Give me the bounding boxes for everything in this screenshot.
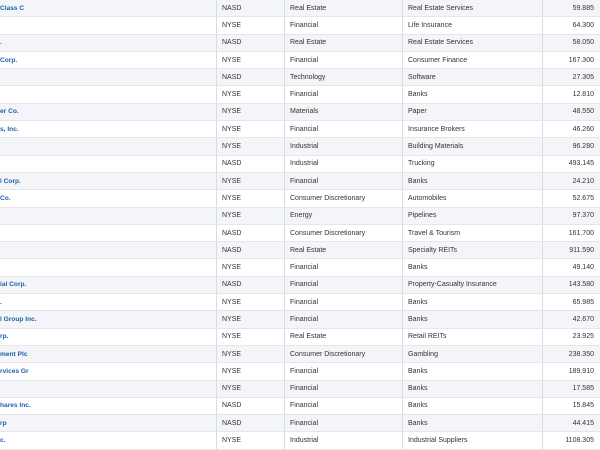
- industry-cell: [402, 173, 542, 189]
- sector-cell-text: Financial: [290, 21, 319, 29]
- exchange-cell: [216, 86, 284, 102]
- table-row[interactable]: [0, 346, 600, 363]
- table-row[interactable]: [0, 104, 600, 121]
- price-cell-text: 23.925: [572, 333, 594, 341]
- sector-cell-text: Real Estate: [290, 39, 327, 47]
- sector-cell: [284, 381, 402, 397]
- exchange-cell: [216, 190, 284, 206]
- industry-cell: [402, 35, 542, 51]
- price-cell-text: 58.050: [572, 39, 594, 47]
- exchange-cell: [216, 156, 284, 172]
- sector-cell-text: Financial: [290, 419, 319, 427]
- price-cell: [542, 259, 600, 275]
- sector-cell-text: Technology: [290, 73, 326, 81]
- industry-cell-text: Banks: [408, 419, 428, 427]
- company-name-cell: [0, 69, 216, 85]
- sector-cell-text: Financial: [290, 177, 319, 185]
- industry-cell: [402, 69, 542, 85]
- price-cell: [542, 69, 600, 85]
- sector-cell: [284, 69, 402, 85]
- exchange-cell-text: NYSE: [222, 194, 242, 202]
- company-name-cell: [0, 52, 216, 68]
- industry-cell: [402, 208, 542, 224]
- company-name-cell-text[interactable]: rp: [0, 419, 7, 427]
- price-cell-text: 65.985: [572, 298, 594, 306]
- company-name-cell: [0, 121, 216, 137]
- table-row[interactable]: [0, 208, 600, 225]
- table-row[interactable]: [0, 294, 600, 311]
- price-cell: [542, 35, 600, 51]
- industry-cell-text: Pipelines: [408, 212, 437, 220]
- exchange-cell: [216, 381, 284, 397]
- exchange-cell-text: NYSE: [222, 264, 242, 272]
- sector-cell-text: Financial: [290, 264, 319, 272]
- price-cell-text: 52.675: [572, 194, 594, 202]
- price-cell-text: 48.550: [572, 108, 594, 116]
- exchange-cell-text: NYSE: [222, 143, 242, 151]
- company-name-cell: [0, 311, 216, 327]
- exchange-cell-text: NYSE: [222, 437, 242, 445]
- table-row[interactable]: [0, 173, 600, 190]
- sector-cell: [284, 35, 402, 51]
- table-row[interactable]: [0, 381, 600, 398]
- exchange-cell-text: NYSE: [222, 125, 242, 133]
- sector-cell: [284, 415, 402, 431]
- industry-cell: [402, 259, 542, 275]
- table-row[interactable]: [0, 17, 600, 34]
- exchange-cell: [216, 173, 284, 189]
- industry-cell: [402, 190, 542, 206]
- exchange-cell-text: NASD: [222, 402, 242, 410]
- exchange-cell: [216, 346, 284, 362]
- company-name-cell-text[interactable]: hares Inc.: [0, 402, 31, 410]
- sector-cell: [284, 86, 402, 102]
- sector-cell: [284, 363, 402, 379]
- industry-cell-text: Software: [408, 73, 436, 81]
- price-cell: [542, 225, 600, 241]
- price-cell: [542, 346, 600, 362]
- table-row[interactable]: [0, 86, 600, 103]
- exchange-cell: [216, 242, 284, 258]
- company-name-cell-text[interactable]: Co.: [0, 194, 11, 202]
- sector-cell: [284, 121, 402, 137]
- industry-cell-text: Real Estate Services: [408, 39, 473, 47]
- industry-cell-text: Industrial Suppliers: [408, 437, 468, 445]
- table-row[interactable]: [0, 35, 600, 52]
- price-cell-text: 24.210: [572, 177, 594, 185]
- sector-cell-text: Real Estate: [290, 246, 327, 254]
- exchange-cell-text: NYSE: [222, 177, 242, 185]
- industry-cell-text: Banks: [408, 315, 428, 323]
- company-name-cell-text[interactable]: s, Inc.: [0, 125, 19, 133]
- industry-cell: [402, 0, 542, 16]
- company-name-cell-text[interactable]: l Group Inc.: [0, 315, 37, 323]
- industry-cell: [402, 104, 542, 120]
- industry-cell: [402, 138, 542, 154]
- industry-cell-text: Banks: [408, 402, 428, 410]
- sector-cell-text: Real Estate: [290, 333, 327, 341]
- sector-cell: [284, 329, 402, 345]
- price-cell: [542, 190, 600, 206]
- company-name-cell-text[interactable]: .: [0, 298, 2, 306]
- industry-cell-text: Banks: [408, 177, 428, 185]
- company-name-cell-text[interactable]: Class C: [0, 4, 25, 12]
- company-name-cell-text[interactable]: ial Corp.: [0, 281, 27, 289]
- company-name-cell: [0, 363, 216, 379]
- sector-cell-text: Financial: [290, 125, 319, 133]
- sector-cell: [284, 432, 402, 448]
- company-name-cell: [0, 35, 216, 51]
- sector-cell-text: Real Estate: [290, 4, 327, 12]
- exchange-cell-text: NASD: [222, 229, 242, 237]
- sector-cell: [284, 294, 402, 310]
- industry-cell: [402, 415, 542, 431]
- price-cell: [542, 17, 600, 33]
- industry-cell: [402, 381, 542, 397]
- sector-cell-text: Energy: [290, 212, 313, 220]
- table-row[interactable]: [0, 0, 600, 17]
- sector-cell: [284, 104, 402, 120]
- sector-cell-text: Financial: [290, 56, 319, 64]
- exchange-cell: [216, 277, 284, 293]
- exchange-cell-text: NYSE: [222, 108, 242, 116]
- exchange-cell: [216, 0, 284, 16]
- price-cell: [542, 277, 600, 293]
- company-name-cell: [0, 138, 216, 154]
- exchange-cell-text: NASD: [222, 4, 242, 12]
- company-name-cell-text[interactable]: er Co.: [0, 108, 19, 116]
- price-cell: [542, 432, 600, 448]
- exchange-cell: [216, 259, 284, 275]
- price-cell-text: 27.305: [572, 73, 594, 81]
- table-row[interactable]: [0, 242, 600, 259]
- company-name-cell: [0, 242, 216, 258]
- exchange-cell: [216, 398, 284, 414]
- industry-cell-text: Real Estate Services: [408, 4, 473, 12]
- industry-cell: [402, 121, 542, 137]
- table-row[interactable]: [0, 190, 600, 207]
- industry-cell: [402, 363, 542, 379]
- price-cell: [542, 208, 600, 224]
- sector-cell-text: Consumer Discretionary: [290, 350, 366, 358]
- sector-cell-text: Financial: [290, 298, 319, 306]
- company-name-cell: [0, 173, 216, 189]
- industry-cell: [402, 156, 542, 172]
- sector-cell: [284, 242, 402, 258]
- price-cell: [542, 173, 600, 189]
- sector-cell: [284, 208, 402, 224]
- table-row[interactable]: [0, 52, 600, 69]
- price-cell-text: 59.885: [572, 4, 594, 12]
- table-row[interactable]: [0, 277, 600, 294]
- sector-cell: [284, 311, 402, 327]
- industry-cell-text: Specialty REITs: [408, 246, 458, 254]
- table-row[interactable]: [0, 138, 600, 155]
- company-name-cell: [0, 294, 216, 310]
- table-row[interactable]: [0, 363, 600, 380]
- sector-cell-text: Financial: [290, 402, 319, 410]
- exchange-cell-text: NYSE: [222, 350, 242, 358]
- industry-cell: [402, 242, 542, 258]
- price-cell: [542, 415, 600, 431]
- price-cell-text: 46.260: [572, 125, 594, 133]
- price-cell: [542, 121, 600, 137]
- price-cell: [542, 294, 600, 310]
- industry-cell-text: Banks: [408, 91, 428, 99]
- industry-cell-text: Banks: [408, 367, 428, 375]
- sector-cell: [284, 17, 402, 33]
- company-name-cell-text[interactable]: rvices Gr: [0, 367, 29, 375]
- price-cell-text: 64.300: [572, 21, 594, 29]
- company-name-cell-text[interactable]: ment Plc: [0, 350, 28, 358]
- exchange-cell: [216, 104, 284, 120]
- sector-cell: [284, 259, 402, 275]
- price-cell-text: 42.670: [572, 315, 594, 323]
- exchange-cell: [216, 69, 284, 85]
- company-name-cell: [0, 0, 216, 16]
- price-cell-text: 12.810: [572, 91, 594, 99]
- exchange-cell: [216, 121, 284, 137]
- exchange-cell-text: NYSE: [222, 385, 242, 393]
- sector-cell: [284, 52, 402, 68]
- price-cell: [542, 156, 600, 172]
- industry-cell-text: Property-Casualty Insurance: [408, 281, 497, 289]
- industry-cell-text: Retail REITs: [408, 333, 447, 341]
- price-cell: [542, 329, 600, 345]
- price-cell-text: 161.700: [568, 229, 594, 237]
- price-cell-text: 167.300: [568, 56, 594, 64]
- exchange-cell-text: NASD: [222, 281, 242, 289]
- price-cell: [542, 242, 600, 258]
- industry-cell: [402, 294, 542, 310]
- exchange-cell: [216, 311, 284, 327]
- sector-cell: [284, 0, 402, 16]
- company-name-cell: [0, 432, 216, 448]
- company-name-cell: [0, 86, 216, 102]
- industry-cell: [402, 398, 542, 414]
- industry-cell-text: Life Insurance: [408, 21, 452, 29]
- price-cell: [542, 381, 600, 397]
- exchange-cell: [216, 363, 284, 379]
- table-row[interactable]: [0, 311, 600, 328]
- company-name-cell: [0, 156, 216, 172]
- industry-cell: [402, 346, 542, 362]
- exchange-cell-text: NASD: [222, 39, 242, 47]
- sector-cell: [284, 173, 402, 189]
- price-cell: [542, 398, 600, 414]
- industry-cell: [402, 52, 542, 68]
- price-cell: [542, 0, 600, 16]
- sector-cell-text: Industrial: [290, 437, 319, 445]
- table-row[interactable]: [0, 225, 600, 242]
- industry-cell: [402, 225, 542, 241]
- company-name-cell: [0, 398, 216, 414]
- sector-cell-text: Industrial: [290, 160, 319, 168]
- table-row[interactable]: [0, 156, 600, 173]
- price-cell: [542, 52, 600, 68]
- exchange-cell-text: NASD: [222, 73, 242, 81]
- exchange-cell-text: NYSE: [222, 367, 242, 375]
- sector-cell: [284, 156, 402, 172]
- company-name-cell: [0, 329, 216, 345]
- company-name-cell: [0, 259, 216, 275]
- company-name-cell-text[interactable]: c.: [0, 437, 6, 445]
- industry-cell-text: Gambling: [408, 350, 438, 358]
- company-name-cell: [0, 190, 216, 206]
- company-name-cell-text[interactable]: rp.: [0, 333, 9, 341]
- exchange-cell-text: NYSE: [222, 56, 242, 64]
- price-cell-text: 44.415: [572, 419, 594, 427]
- sector-cell: [284, 138, 402, 154]
- exchange-cell-text: NASD: [222, 246, 242, 254]
- sector-cell-text: Financial: [290, 367, 319, 375]
- industry-cell-text: Travel & Tourism: [408, 229, 461, 237]
- price-cell-text: 97.370: [572, 212, 594, 220]
- exchange-cell-text: NYSE: [222, 91, 242, 99]
- company-name-cell-text[interactable]: .: [0, 39, 2, 47]
- sector-cell-text: Financial: [290, 385, 319, 393]
- price-cell: [542, 311, 600, 327]
- industry-cell: [402, 86, 542, 102]
- industry-cell: [402, 277, 542, 293]
- industry-cell-text: Banks: [408, 385, 428, 393]
- exchange-cell: [216, 52, 284, 68]
- industry-cell-text: Banks: [408, 264, 428, 272]
- table-row[interactable]: [0, 432, 600, 449]
- exchange-cell: [216, 432, 284, 448]
- exchange-cell-text: NASD: [222, 419, 242, 427]
- industry-cell: [402, 329, 542, 345]
- company-name-cell: [0, 17, 216, 33]
- industry-cell: [402, 17, 542, 33]
- price-cell-text: 15.845: [572, 402, 594, 410]
- exchange-cell-text: NYSE: [222, 21, 242, 29]
- price-cell-text: 189.910: [568, 367, 594, 375]
- sector-cell: [284, 346, 402, 362]
- industry-cell-text: Automobiles: [408, 194, 447, 202]
- company-name-cell: [0, 277, 216, 293]
- sector-cell-text: Industrial: [290, 143, 319, 151]
- table-row[interactable]: [0, 69, 600, 86]
- price-cell: [542, 363, 600, 379]
- exchange-cell-text: NYSE: [222, 298, 242, 306]
- exchange-cell: [216, 17, 284, 33]
- sector-cell: [284, 225, 402, 241]
- price-cell-text: 143.580: [568, 281, 594, 289]
- table-row[interactable]: [0, 329, 600, 346]
- exchange-cell: [216, 35, 284, 51]
- exchange-cell-text: NYSE: [222, 333, 242, 341]
- sector-cell: [284, 190, 402, 206]
- sector-cell-text: Financial: [290, 281, 319, 289]
- company-name-cell: [0, 415, 216, 431]
- price-cell-text: 49.140: [572, 264, 594, 272]
- exchange-cell-text: NYSE: [222, 212, 242, 220]
- exchange-cell: [216, 329, 284, 345]
- exchange-cell: [216, 415, 284, 431]
- sector-cell-text: Consumer Discretionary: [290, 229, 366, 237]
- table-row[interactable]: [0, 121, 600, 138]
- exchange-cell: [216, 225, 284, 241]
- price-cell-text: 911.590: [569, 246, 594, 254]
- price-cell-text: 96.280: [572, 143, 594, 151]
- price-cell-text: 493.145: [568, 160, 594, 168]
- industry-cell-text: Banks: [408, 298, 428, 306]
- price-cell: [542, 138, 600, 154]
- industry-cell: [402, 311, 542, 327]
- table-row[interactable]: [0, 259, 600, 276]
- company-name-cell: [0, 346, 216, 362]
- table-row[interactable]: [0, 415, 600, 432]
- exchange-cell: [216, 294, 284, 310]
- price-cell: [542, 86, 600, 102]
- sector-cell-text: Consumer Discretionary: [290, 194, 366, 202]
- industry-cell-text: Building Materials: [408, 143, 464, 151]
- industry-cell: [402, 432, 542, 448]
- sector-cell-text: Financial: [290, 315, 319, 323]
- company-name-cell-text[interactable]: Corp.: [0, 56, 18, 64]
- company-name-cell: [0, 381, 216, 397]
- industry-cell-text: Trucking: [408, 160, 435, 168]
- price-cell-text: 17.585: [572, 385, 594, 393]
- company-name-cell: [0, 225, 216, 241]
- exchange-cell: [216, 208, 284, 224]
- company-name-cell: [0, 104, 216, 120]
- sector-cell: [284, 398, 402, 414]
- company-name-cell-text[interactable]: l Corp.: [0, 177, 21, 185]
- company-name-cell: [0, 208, 216, 224]
- industry-cell-text: Insurance Brokers: [408, 125, 465, 133]
- industry-cell-text: Paper: [408, 108, 427, 116]
- exchange-cell-text: NASD: [222, 160, 242, 168]
- price-cell-text: 238.350: [568, 350, 594, 358]
- price-cell: [542, 104, 600, 120]
- sector-cell: [284, 277, 402, 293]
- exchange-cell: [216, 138, 284, 154]
- price-cell-text: 1108.305: [565, 437, 594, 445]
- sector-cell-text: Financial: [290, 91, 319, 99]
- table-row[interactable]: [0, 398, 600, 415]
- sector-cell-text: Materials: [290, 108, 319, 116]
- exchange-cell-text: NYSE: [222, 315, 242, 323]
- industry-cell-text: Consumer Finance: [408, 56, 468, 64]
